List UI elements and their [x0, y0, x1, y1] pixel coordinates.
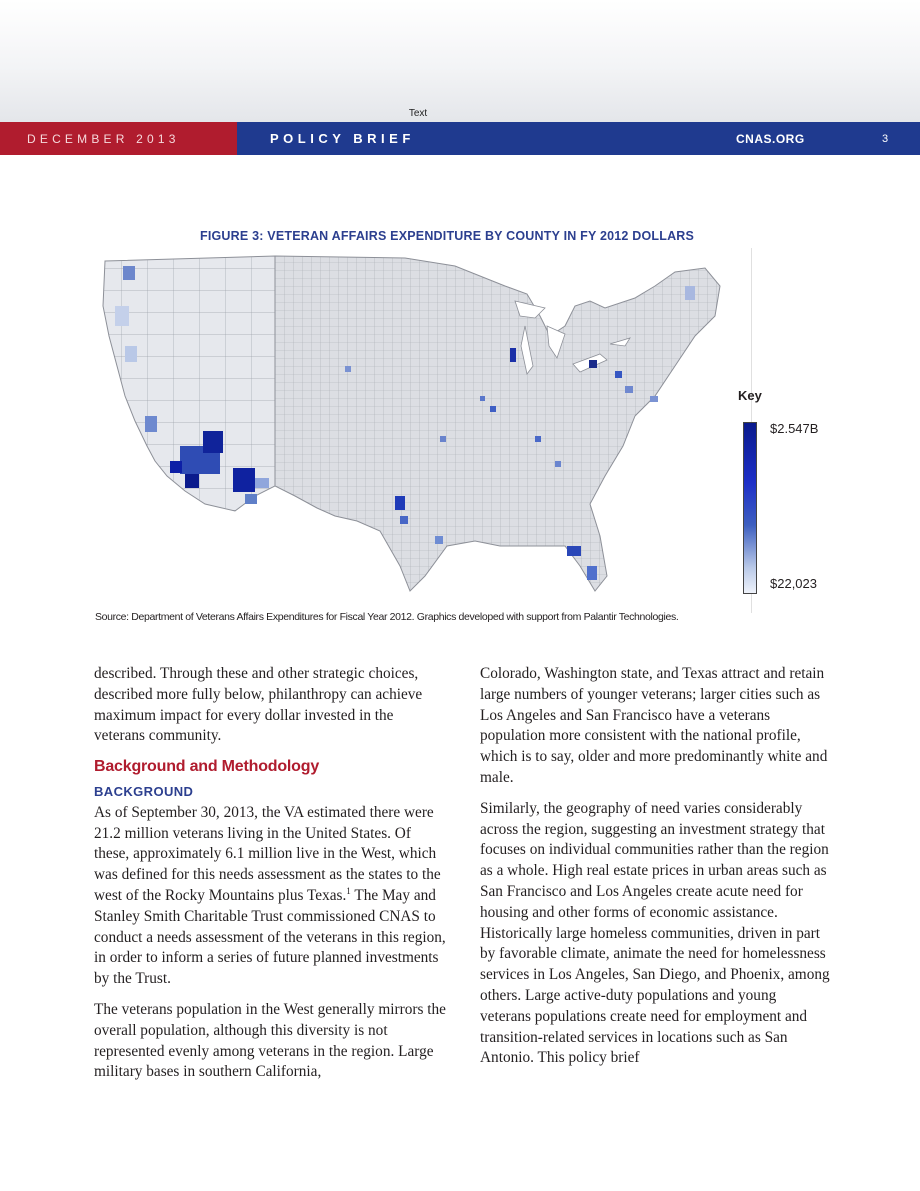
footnote-ref[interactable]: 1	[346, 885, 351, 896]
paragraph-background-part2: The May and Stanley Smith Charitable Trust commissioned CNAS to conduct a needs assessment of the veterans in this region, in order to inform a series of future planned investments by the Trust.	[94, 886, 446, 988]
header-title: POLICY BRIEF	[270, 131, 415, 146]
header-blue-band	[237, 122, 920, 155]
figure-source: Source: Department of Veterans Affairs Expenditures for Fiscal Year 2012. Graphics developed with support from Palantir Technologies.	[95, 611, 679, 623]
page-top-background	[0, 0, 920, 122]
paragraph-geography: Similarly, the geography of need varies considerably across the region, suggesting an investment strategy that focuses on individual communities rather than the region as a whole. High real estate prices in urban areas such as San Francisco and Los Angeles create acute need for housing and other forms of economic assistance. Historically large homeless communities, driven in part by favorable climate, animate the need for homelessness services in Los Angeles, San Diego, and Phoenix, among others. Large active-duty populations and young veterans populations create need for employment and transition-related services in locations such as San Antonio. This policy brief	[480, 799, 830, 1067]
paragraph-intro: described. Through these and other strategic choices, described more fully below, philanthropy can achieve maximum impact for every dollar invested in the veterans community.	[94, 665, 423, 745]
body-column-right	[480, 664, 830, 1079]
legend-min-value: $22,023	[770, 576, 817, 591]
header-date: DECEMBER 2013	[0, 122, 237, 155]
paragraph-background-part1: As of September 30, 2013, the VA estimated there were 21.2 million veterans living in the United States. Of these, approximately 6.1 million live in the West, which was defined for this needs assessment as the states to the west of the Rocky Mountains plus Texas.	[94, 803, 441, 904]
subheading: BACKGROUND	[94, 783, 194, 799]
paragraph-bases: Colorado, Washington state, and Texas attract and retain large numbers of younger veterans; larger cities such as Los Angeles and San Francisco have a veterans population more consistent with the national profile, which is to say, older and more predominantly white and male.	[480, 665, 828, 786]
legend-title: Key	[738, 388, 762, 403]
paragraph-population: The veterans population in the West generally mirrors the overall population, although this diversity is not represented evenly among veterans in the region. Large military bases in southern California,	[94, 1000, 446, 1081]
running-header	[0, 122, 920, 155]
map-east-landmass	[275, 256, 720, 591]
us-county-expenditure-map	[95, 246, 735, 606]
figure-title: FIGURE 3: VETERAN AFFAIRS EXPENDITURE BY COUNTY IN FY 2012 DOLLARS	[200, 229, 695, 243]
body-column-left	[94, 664, 446, 1093]
header-site-link[interactable]: CNAS.ORG	[736, 131, 805, 146]
legend-max-value: $2.547B	[770, 421, 819, 436]
legend-color-ramp	[743, 422, 757, 594]
page-number: 3	[882, 132, 889, 145]
text-tag: Text	[408, 108, 428, 119]
section-heading: Background and Methodology	[94, 758, 320, 776]
paragraph-background	[94, 803, 446, 990]
